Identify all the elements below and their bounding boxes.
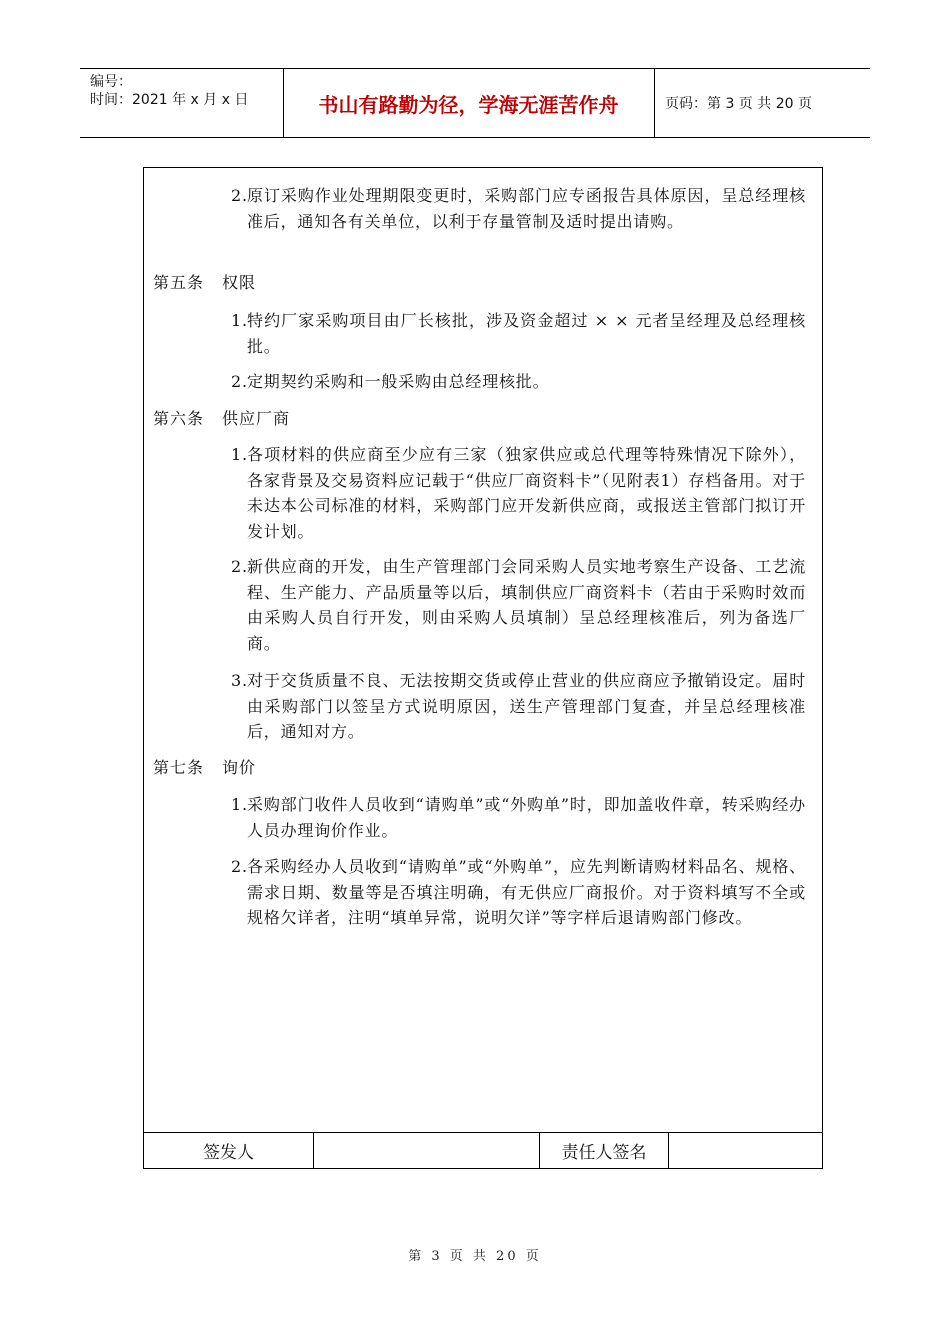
list-item: 3. 对于交货质量不良、无法按期交货或停止营业的供应商应予撤销设定。届时由采购部门以签呈方式说明原因，送生产管理部门复查，并呈总经理核准后，通知对方。 — [231, 671, 806, 741]
list-item: 2. 新供应商的开发，由生产管理部门会同采购人员实地考察生产设备、工艺流程、生产能力、产品质量等以后，填制供应厂商资料卡（若由于采购时效而由采购人员自行开发，则由采购人员填制）呈总经理核准后，列为备选厂商。 — [231, 557, 806, 653]
list-item: 1. 各项材料的供应商至少应有三家（独家供应或总代理等特殊情况下除外），各家背景及交易资料应记载于“供应厂商资料卡”（见附表1）存档备用。对于未达本公司标准的材料，采购部门应开发新供应商，或报送主管部门拟订开发计划。 — [231, 445, 806, 541]
date-line: 时间：2021 年 x 月 x 日 — [90, 92, 249, 108]
list-item: 1. 特约厂家采购项目由厂长核批，涉及资金超过 × × 元者呈经理及总经理核批。 — [231, 311, 806, 356]
responsible-label: 责任人签名 — [540, 1133, 669, 1168]
article-7-heading: 第七条 询价 — [153, 758, 257, 777]
document-body — [144, 168, 822, 1135]
list-item: 2. 原订采购作业处理期限变更时，采购部门应专函报告具体原因，呈总经理核准后，通知各有关单位，以利于存量管制及适时提出请购。 — [231, 186, 806, 231]
list-item: 1. 采购部门收件人员收到“请购单”或“外购单”时，即加盖收件章，转采购经办人员办理询价作业。 — [231, 795, 806, 840]
header-page-info: 页码：第 3 页 共 20 页 — [665, 96, 812, 112]
list-item: 2. 各采购经办人员收到“请购单”或“外购单”，应先判断请购材料品名、规格、需求日期、数量等是否填注明确，有无供应厂商报价。对于资料填写不全或规格欠详者，注明“填单异常，说明欠详”等字样后退请购部门修改。 — [231, 857, 806, 927]
list-item: 2. 定期契约采购和一般采购由总经理核批。 — [231, 372, 550, 391]
responsible-signature-field[interactable] — [669, 1133, 822, 1168]
article-6-heading: 第六条 供应厂商 — [153, 409, 291, 428]
signature-row — [144, 1132, 822, 1168]
issuer-field[interactable] — [314, 1133, 540, 1168]
issuer-label: 签发人 — [144, 1133, 314, 1168]
page-footer: 第 3 页 共 20 页 — [408, 1249, 542, 1264]
article-5-heading: 第五条 权限 — [153, 273, 257, 292]
serial-label: 编号： — [90, 74, 132, 90]
document-table — [143, 167, 823, 1169]
header-motto: 书山有路勤为径，学海无涯苦作舟 — [283, 69, 655, 137]
header-meta — [80, 69, 284, 137]
page-header — [80, 68, 870, 138]
